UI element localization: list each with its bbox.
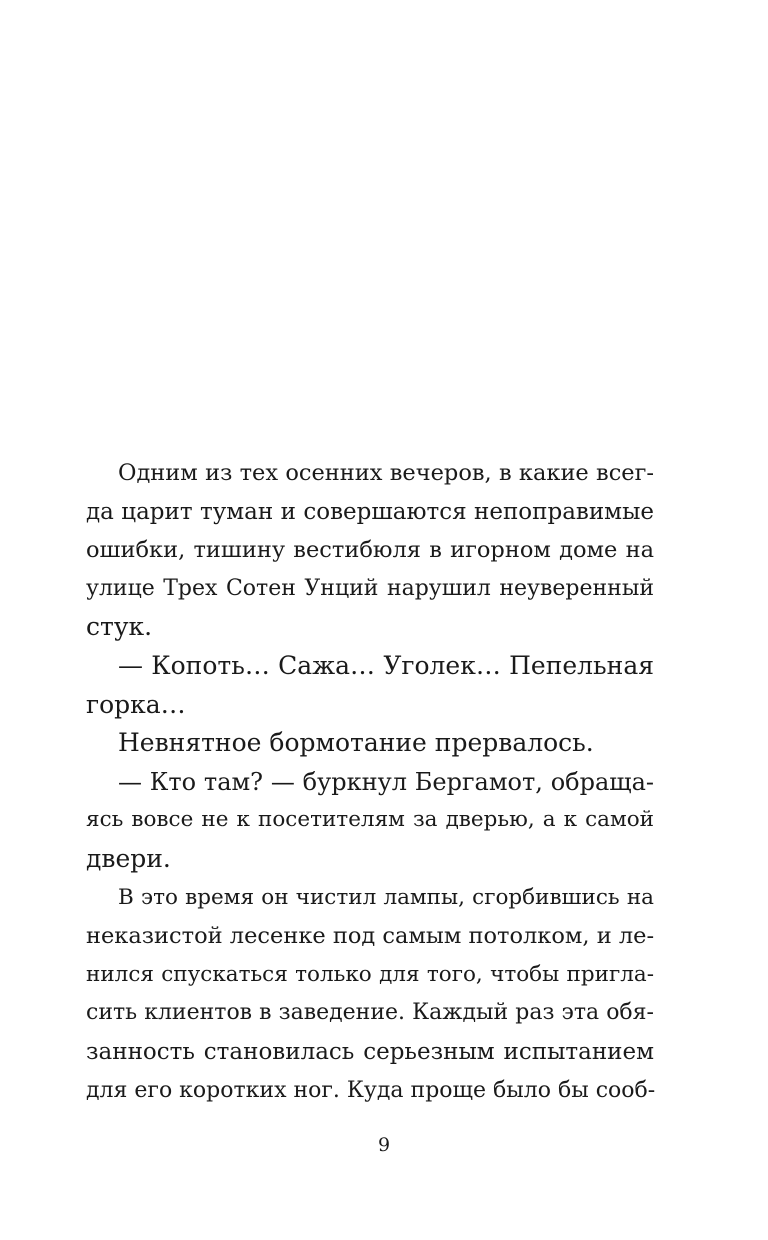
text-line: — Копоть… Сажа… Уголек… Пепельная bbox=[118, 650, 654, 680]
text-line: В это время он чистил лампы, сгорбившись на bbox=[118, 884, 654, 910]
body-text bbox=[86, 454, 654, 1110]
text-line: для его коротких ног. Куда проще было бы сооб- bbox=[86, 1077, 656, 1103]
text-line: горка… bbox=[86, 689, 186, 719]
text-line: стук. bbox=[86, 612, 153, 642]
text-line: улице Трех Сотен Унций нарушил неуверенный bbox=[86, 575, 654, 601]
text-line: ошибки, тишину вестибюля в игорном доме на bbox=[86, 537, 654, 564]
text-line: неказистой лесенке под самым потолком, и ле- bbox=[86, 923, 655, 950]
text-line: сить клиентов в заведение. Каждый раз эта обя- bbox=[86, 1000, 654, 1026]
text-line: да царит туман и совершаются непоправимые bbox=[86, 498, 654, 525]
text-line: занность становилась серьезным испытанием bbox=[86, 1038, 654, 1065]
text-line: Невнятное бормотание прервалось. bbox=[118, 728, 594, 758]
text-line: ясь вовсе не к посетителям за дверью, а к самой bbox=[86, 807, 654, 833]
text-line: двери. bbox=[86, 843, 171, 873]
page-number: 9 bbox=[377, 1134, 391, 1156]
text-line: нился спускаться только для того, чтобы пригла- bbox=[86, 961, 654, 987]
text-line: — Кто там? — буркнул Бергамот, обраща- bbox=[118, 767, 654, 796]
text-line: Одним из тех осенних вечеров, в какие всег- bbox=[118, 460, 654, 486]
